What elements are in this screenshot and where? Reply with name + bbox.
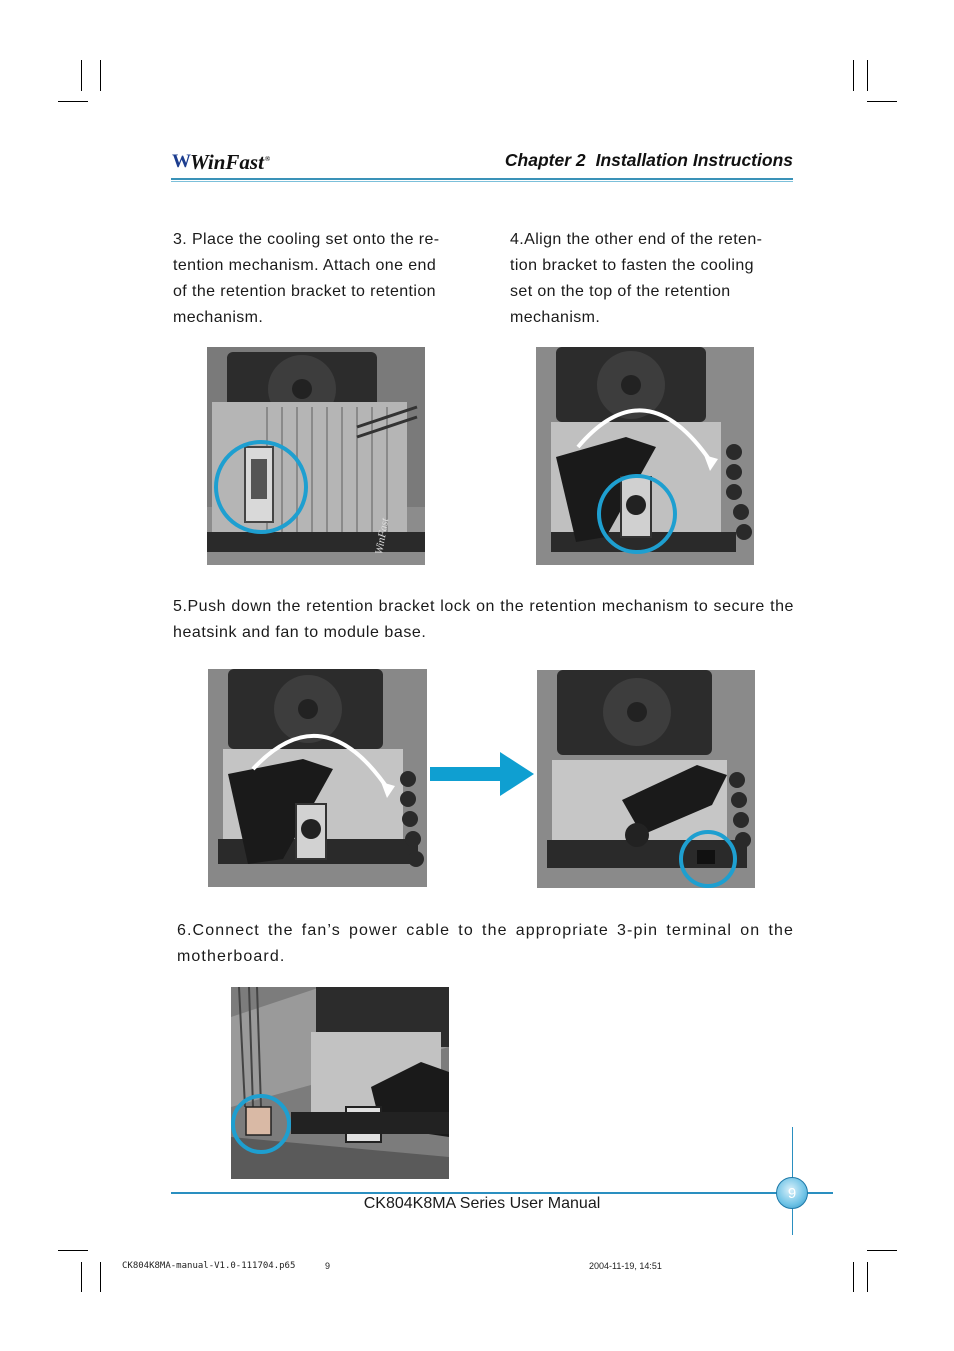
- crop-mark: [100, 1262, 101, 1292]
- crop-mark: [81, 60, 82, 91]
- crop-mark: [867, 101, 897, 102]
- header-rule-thin: [171, 181, 793, 182]
- winfast-logo: [172, 148, 270, 176]
- chapter-title: Installation Instructions: [595, 150, 793, 170]
- crop-mark: [853, 60, 854, 91]
- text-line: 3. Place the cooling set onto the re-: [173, 231, 440, 248]
- step-6-text: 6.Connect the fan’s power cable to the appropriate 3-pin terminal on the motherboard.: [177, 922, 794, 965]
- crop-mark: [58, 101, 88, 102]
- text-line: mechanism.: [510, 309, 601, 326]
- step-5-text: 5.Push down the retention bracket lock on the retention mechanism to secure the heatsink and fan to module base.: [173, 598, 794, 641]
- step-4-text: [510, 227, 810, 331]
- chapter-label: Chapter 2: [504, 150, 586, 170]
- board-silkscreen: WinFast: [373, 517, 392, 556]
- photo-step-3: [207, 347, 425, 565]
- text-line: 4.Align the other end of the reten-: [510, 231, 763, 248]
- crop-mark: [100, 60, 101, 91]
- logo-mark: W: [172, 151, 188, 172]
- page-number: 9: [787, 1184, 797, 1202]
- logo-text: WinFast®: [190, 149, 271, 174]
- text-line: tion bracket to fasten the cooling: [510, 257, 754, 274]
- crop-mark: [867, 1250, 897, 1251]
- crop-mark: [853, 1262, 854, 1292]
- print-filename: CK804K8MA-manual-V1.0-111704.p65: [122, 1261, 296, 1271]
- photo-step-4: [536, 347, 754, 565]
- crop-mark: [867, 1262, 868, 1292]
- text-line: of the retention bracket to retention: [173, 283, 436, 300]
- footer-rule: [171, 1192, 833, 1194]
- photo-step-5-before: [208, 669, 427, 887]
- manual-title: CK804K8MA Series User Manual: [363, 1195, 601, 1212]
- crop-mark: [81, 1262, 82, 1292]
- photo-step-6: [231, 987, 449, 1179]
- text-line: tention mechanism. Attach one end: [173, 257, 437, 274]
- photo-step-5-after: [537, 670, 755, 888]
- right-arrow-icon: [430, 752, 534, 796]
- crop-mark: [867, 60, 868, 91]
- print-page: 9: [325, 1261, 331, 1271]
- chapter-heading: [505, 150, 793, 171]
- crop-mark: [58, 1250, 88, 1251]
- text-line: set on the top of the retention: [510, 283, 731, 300]
- print-timestamp: 2004-11-19, 14:51: [589, 1261, 662, 1271]
- header-rule: [171, 178, 793, 180]
- text-line: mechanism.: [173, 309, 264, 326]
- step-3-text: [173, 227, 473, 331]
